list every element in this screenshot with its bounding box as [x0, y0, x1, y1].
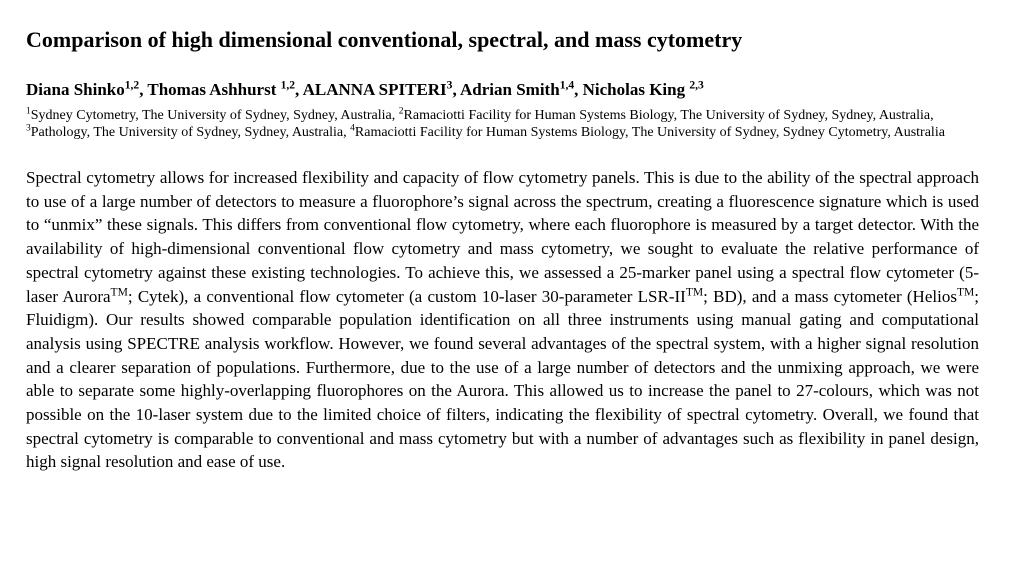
author-name: Nicholas King [582, 80, 690, 99]
abstract-text: ; BD), and a mass cytometer (Helios [703, 286, 957, 306]
author-name: Adrian Smith [460, 80, 560, 99]
author-name: Diana Shinko [26, 80, 125, 99]
affiliation-text: Pathology, The University of Sydney, Sydney, Australia, [30, 124, 351, 140]
abstract-text: ; Cytek), a conventional flow cytometer (a custom 10-laser 30-parameter LSR-II [127, 286, 686, 306]
author-name: ALANNA SPITERI [302, 80, 447, 99]
affiliation-text: Sydney Cytometry, The University of Sydney, Sydney, Australia, [30, 108, 399, 123]
affiliation-marker: 3 [26, 122, 31, 133]
trademark-mark: TM [685, 284, 704, 298]
paper-title: Comparison of high dimensional conventional, spectral, and mass cytometry [26, 27, 743, 52]
author-list [26, 80, 704, 100]
author-affiliation-marker: 1,2 [280, 78, 296, 92]
author-separator: , [574, 80, 583, 99]
author-separator: , [139, 80, 148, 99]
affiliation-marker: 1 [26, 106, 31, 117]
trademark-mark: TM [110, 284, 128, 298]
author-affiliation-marker: 2,3 [689, 78, 704, 92]
abstract-text: ; Fluidigm). Our results showed comparable population identification on all three instruments using manual gating and computational analysis using SPECTRE analysis workflow. However, we found several advantages of the spectral system, with a higher signal resolution and a clearer separation of populations. Furthermore, due to the use of a large number of detectors and the unmixing approach, we were able to separate some highly-overlapping fluorophores on the Aurora. This allowed us to increase the panel to 27-colours, which was not possible on the 10-laser system due to the limited choice of filters, indicating the flexibility of spectral cytometry. Overall, we found that spectral cytometry is comparable to conventional and mass cytometry but with a number of advantages such as flexibility in panel design, high signal resolution and ease of use. [26, 286, 980, 472]
trademark-mark: TM [956, 284, 975, 298]
affiliation-text: Ramaciotti Facility for Human Systems Biology, The University of Sydney, Sydney Cytometry, Australia [354, 124, 945, 140]
author-separator: , [295, 80, 303, 99]
author-separator: , [452, 80, 461, 99]
author-name: Thomas Ashhurst [147, 80, 281, 99]
abstract-body [26, 166, 979, 474]
affiliation-text: Ramaciotti Facility for Human Systems Biology, The University of Sydney, Sydney, Australia, [403, 108, 934, 123]
abstract-text: Spectral cytometry allows for increased flexibility and capacity of flow cytometry panels. This is due to the ability of the spectral approach to use of a large number of detectors to measure a fluorophore’s signal across the spectrum, creating a fluorescence signature which is used to “unmix” these signals. This differs from conventional flow cytometry, where each fluorophore is measured by a target detector. With the availability of high-dimensional conventional flow cytometry and mass cytometry, we sought to evaluate the relative performance of spectral cytometry against these existing technologies. To achieve this, we assessed a 25-marker panel using a spectral flow cytometer (5-laser Aurora [26, 168, 979, 306]
author-affiliation-marker: 1,2 [124, 78, 140, 92]
affiliation-list [26, 108, 986, 141]
author-affiliation-marker: 3 [446, 78, 453, 92]
affiliation-marker: 4 [350, 122, 355, 133]
author-affiliation-marker: 1,4 [559, 78, 575, 92]
affiliation-marker: 2 [398, 106, 404, 117]
